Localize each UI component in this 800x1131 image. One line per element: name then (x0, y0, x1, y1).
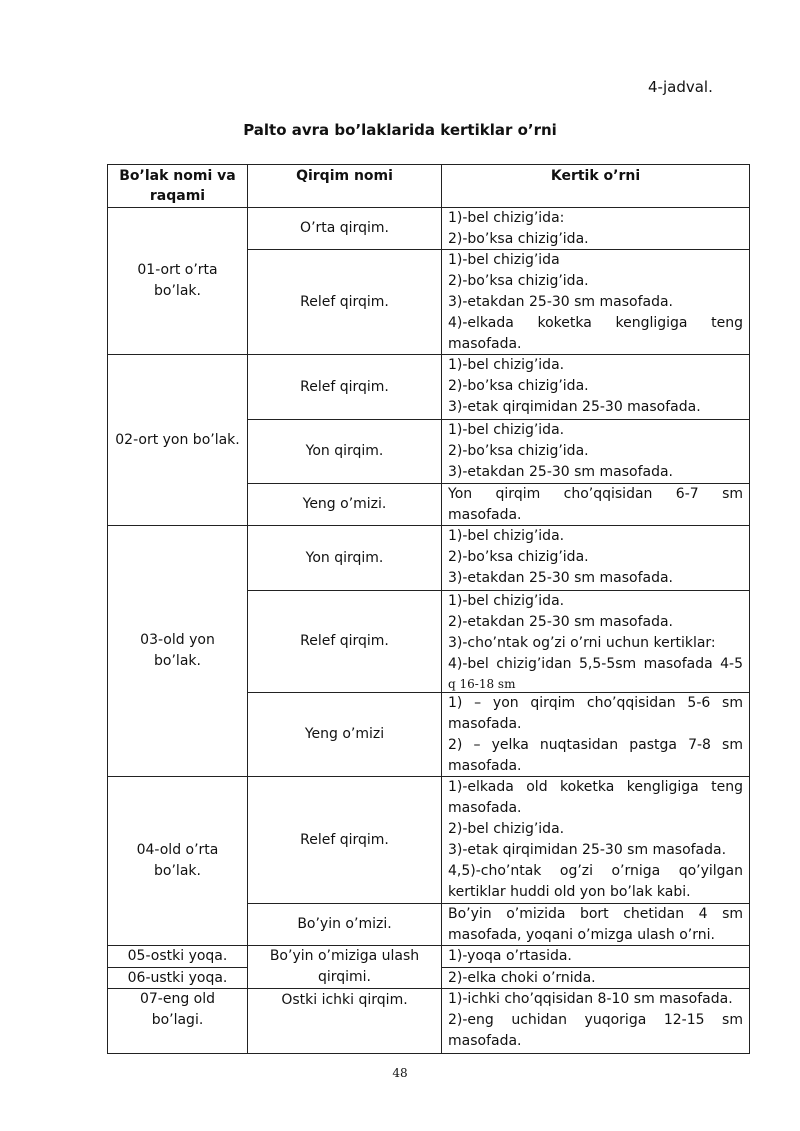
notch-line: 4)-bel chizig’idan 5,5-5sm masofada 4-5 (448, 656, 743, 672)
part-label: 04-old o’rta bo’lak. (136, 842, 219, 879)
notch-line: 2)-bo’ksa chizig’ida. (448, 273, 589, 289)
notch-cell (442, 693, 749, 777)
notch-line: masofada, yoqani o’mizga ulash o’rni. (448, 927, 715, 943)
part-label: 01-ort o’rta bo’lak. (137, 262, 218, 299)
notch-line: Bo’yin o’mizida bort chetidan 4 sm (448, 906, 743, 922)
part-label: 07-eng old bo’lagi. (139, 991, 216, 1028)
notch-line: Yon qirqim cho’qqisidan 6-7 sm (448, 486, 743, 502)
part-cell (108, 946, 247, 967)
part-cell (108, 355, 247, 525)
notch-cell (442, 591, 749, 693)
cut-cell: Yon qirqim. (305, 443, 384, 459)
notch-cell (442, 904, 749, 946)
notch-line: 1)-bel chizig’ida (448, 252, 560, 268)
notch-line: 4,5)-cho’ntak og’zi o’rniga qo’yilgan (448, 863, 743, 879)
notch-line: 3)-etakdan 25-30 sm masofada. (448, 464, 674, 480)
notch-line: 2)-bo’ksa chizig’ida. (448, 549, 589, 565)
notch-line: 3)-etakdan 25-30 sm masofada. (448, 570, 674, 586)
table-title: Palto avra bo’laklarida kertiklar o’rni (243, 121, 557, 139)
notch-line: 2)-elka choki o’rnida. (448, 970, 596, 986)
notch-line: 1)-bel chizig’ida. (448, 593, 565, 609)
notch-line: 1) – yon qirqim cho’qqisidan 5-6 sm (448, 695, 743, 711)
notch-line: 1)-bel chizig’ida. (448, 357, 565, 373)
notch-cell (442, 208, 749, 250)
cut-cell: Yon qirqim. (305, 549, 384, 566)
notch-line: 1)-elkada old koketka kengligiga teng (448, 779, 743, 795)
notch-line: 2)-bel chizig’ida. (448, 821, 565, 837)
cut-cell: Relef qirqim. (300, 633, 389, 649)
notch-line: 2)-bo’ksa chizig’ida. (448, 443, 589, 459)
notch-line: masofada. (448, 507, 522, 523)
part-label: 02-ort yon bo’lak. (115, 431, 240, 448)
part-cell (108, 777, 247, 945)
notch-cell (442, 946, 749, 967)
notch-cell (442, 250, 749, 355)
notch-cell (442, 526, 749, 589)
header-cut: Qirqim nomi (296, 167, 393, 184)
notch-line: 1)-bel chizig’ida. (448, 422, 565, 438)
part-cell (108, 968, 247, 988)
cut-cell: Relef qirqim. (300, 378, 389, 395)
notch-line: masofada. (448, 758, 522, 774)
page-number: 48 (392, 1066, 408, 1080)
notch-line: 3)-etak qirqimidan 25-30 sm masofada. (448, 842, 727, 858)
notch-cell (442, 968, 749, 989)
cut-cell: O’rta qirqim. (300, 220, 389, 236)
header-notch: Kertik o’rni (550, 167, 641, 184)
notch-line: 3)-etak qirqimidan 25-30 masofada. (448, 399, 701, 415)
notch-cell (442, 420, 749, 483)
part-label: 06-ustki yoqa. (127, 969, 228, 986)
cut-cell: Ostki ichki qirqim. (281, 991, 408, 1008)
notch-line: 3)-etakdan 25-30 sm masofada. (448, 294, 674, 310)
part-label: 03-old yon bo’lak. (140, 632, 215, 669)
cut-cell: Yeng o’mizi. (302, 496, 387, 512)
notch-line: 2)-bo’ksa chizig’ida. (448, 378, 589, 394)
notch-line: 1)-yoqa o’rtasida. (448, 948, 572, 964)
notch-cell (442, 989, 749, 1052)
notch-line: masofada. (448, 336, 522, 352)
notch-line: 2)-etakdan 25-30 sm masofada. (448, 614, 674, 630)
header-part: Bo’lak nomi va raqami (119, 168, 236, 204)
notch-line: 1)-bel chizig’ida. (448, 528, 565, 544)
cut-cell: Bo’yin o’miziga ulash qirqimi. (269, 948, 420, 985)
cut-cell: Relef qirqim. (300, 293, 389, 310)
notch-cell (442, 484, 749, 526)
notch-line: 3)-cho’ntak og’zi o’rni uchun kertiklar: (448, 635, 716, 651)
notch-line: masofada. (448, 1033, 522, 1049)
notch-line: 2)-eng uchidan yuqoriga 12-15 sm (448, 1012, 743, 1028)
cut-cell: Bo’yin o’mizi. (297, 916, 392, 932)
notch-line: 2) – yelka nuqtasidan pastga 7-8 sm (448, 737, 743, 753)
notch-cell (442, 777, 749, 903)
cut-cell: Yeng o’mizi (304, 726, 385, 742)
part-cell (108, 208, 247, 354)
notch-line: 2)-bo’ksa chizig’ida. (448, 231, 589, 247)
part-cell (108, 526, 247, 776)
cut-cell: Relef qirqim. (300, 831, 389, 848)
notch-line: masofada. (448, 716, 522, 732)
notch-line: q 16-18 sm (448, 677, 516, 691)
table-label: 4-jadval. (648, 78, 713, 96)
notch-line: kertiklar huddi old yon bo’lak kabi. (448, 884, 691, 900)
notch-line: masofada. (448, 800, 522, 816)
notch-cell (442, 355, 749, 418)
notch-line: 4)-elkada koketka kengligiga teng (448, 315, 743, 331)
notch-line: 1)-bel chizig’ida: (448, 210, 565, 226)
part-cell (108, 989, 247, 1031)
notch-line: 1)-ichki cho’qqisidan 8-10 sm masofada. (448, 991, 733, 1007)
part-label: 05-ostki yoqa. (127, 948, 228, 964)
